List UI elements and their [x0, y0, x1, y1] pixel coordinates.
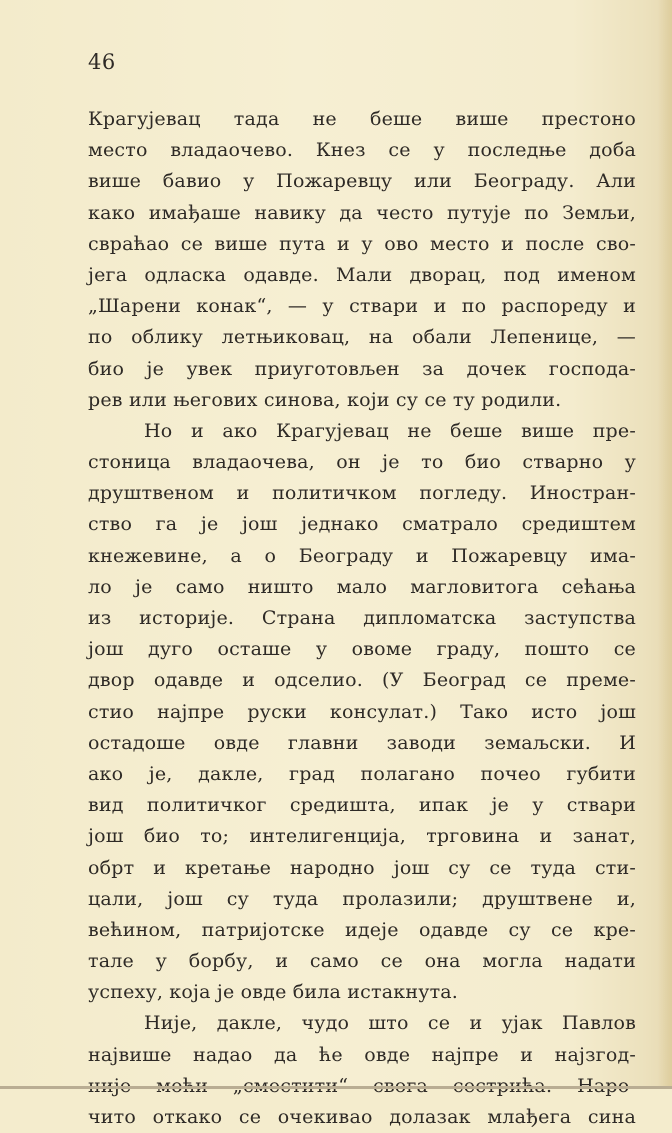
text-line: обрт и кретање народно још су се туда сти-: [88, 856, 636, 879]
text-line: друштвеном и политичком погледу. Иностран-: [88, 482, 636, 505]
text-line: цали, још су туда пролазили; друштвене и,: [88, 887, 636, 910]
text-line: „Шарени конак“, — у ствари и по распореду и: [88, 295, 636, 318]
text-line: рев или његових синова, који су се ту родили.: [88, 388, 562, 411]
page-number: 46: [88, 50, 116, 74]
page-text: [88, 104, 636, 1133]
text-line: свраћао се више пута и у ово место и после сво-: [88, 232, 636, 255]
text-line: ако је, дакле, град полагано почео губити: [88, 762, 636, 785]
text-line: Но и ако Крагујевац не беше више пре-: [144, 419, 636, 442]
text-line: чито откако се очекивао долазак млађега сина: [88, 1106, 636, 1128]
text-line: стоница владаочева, он је то био стварно у: [88, 451, 636, 474]
text-line: успеху, која је овде била истакнута.: [88, 981, 459, 1004]
text-line: остадоше овде главни заводи земаљски. И: [88, 731, 636, 754]
page-edge-shadow: [658, 0, 672, 1089]
text-line: из историје. Страна дипломатска заступства: [88, 607, 636, 629]
text-line: већином, патријотске идеје одавде су се кре-: [88, 918, 636, 941]
text-line: место владаочево. Кнез се у последње доба: [88, 139, 636, 162]
text-line: по облику летњиковац, на обали Лепенице, —: [88, 326, 636, 349]
text-line: више бавио у Пожаревцу или Београду. Али: [88, 170, 636, 193]
text-line: Није, дакле, чудо што се и ујак Павлов: [144, 1012, 636, 1035]
text-line: како имађаше навику да често путује по Земљи,: [88, 201, 636, 224]
text-line: кнежевине, а о Београду и Пожаревцу има-: [88, 544, 636, 567]
text-line: тале у борбу, и само се она могла надати: [88, 950, 636, 973]
text-line: још био то; интелигенција, трговина и занат,: [88, 825, 636, 848]
text-line: ство га је још једнако сматрало средиштем: [88, 513, 636, 536]
text-line: још дуго осташе у овоме граду, пошто се: [88, 638, 636, 661]
text-line: највише надао да ће овде најпре и најзгод-: [88, 1043, 636, 1066]
text-line: двор одавде и одселио. (У Београд се преме-: [88, 669, 636, 692]
text-line: стио најпре руски консулат.) Тако исто још: [88, 700, 636, 723]
text-line: јега одласка одавде. Мали дворац, под именом: [88, 263, 636, 286]
text-line: ло је само ништо мало магловитога сећања: [88, 575, 636, 598]
text-line: Крагујевац тада не беше више престоно: [88, 108, 636, 130]
text-line: био је увек приуготовљен за дочек господа-: [88, 357, 636, 380]
text-line: вид политичког средишта, ипак је у ствари: [88, 794, 636, 817]
